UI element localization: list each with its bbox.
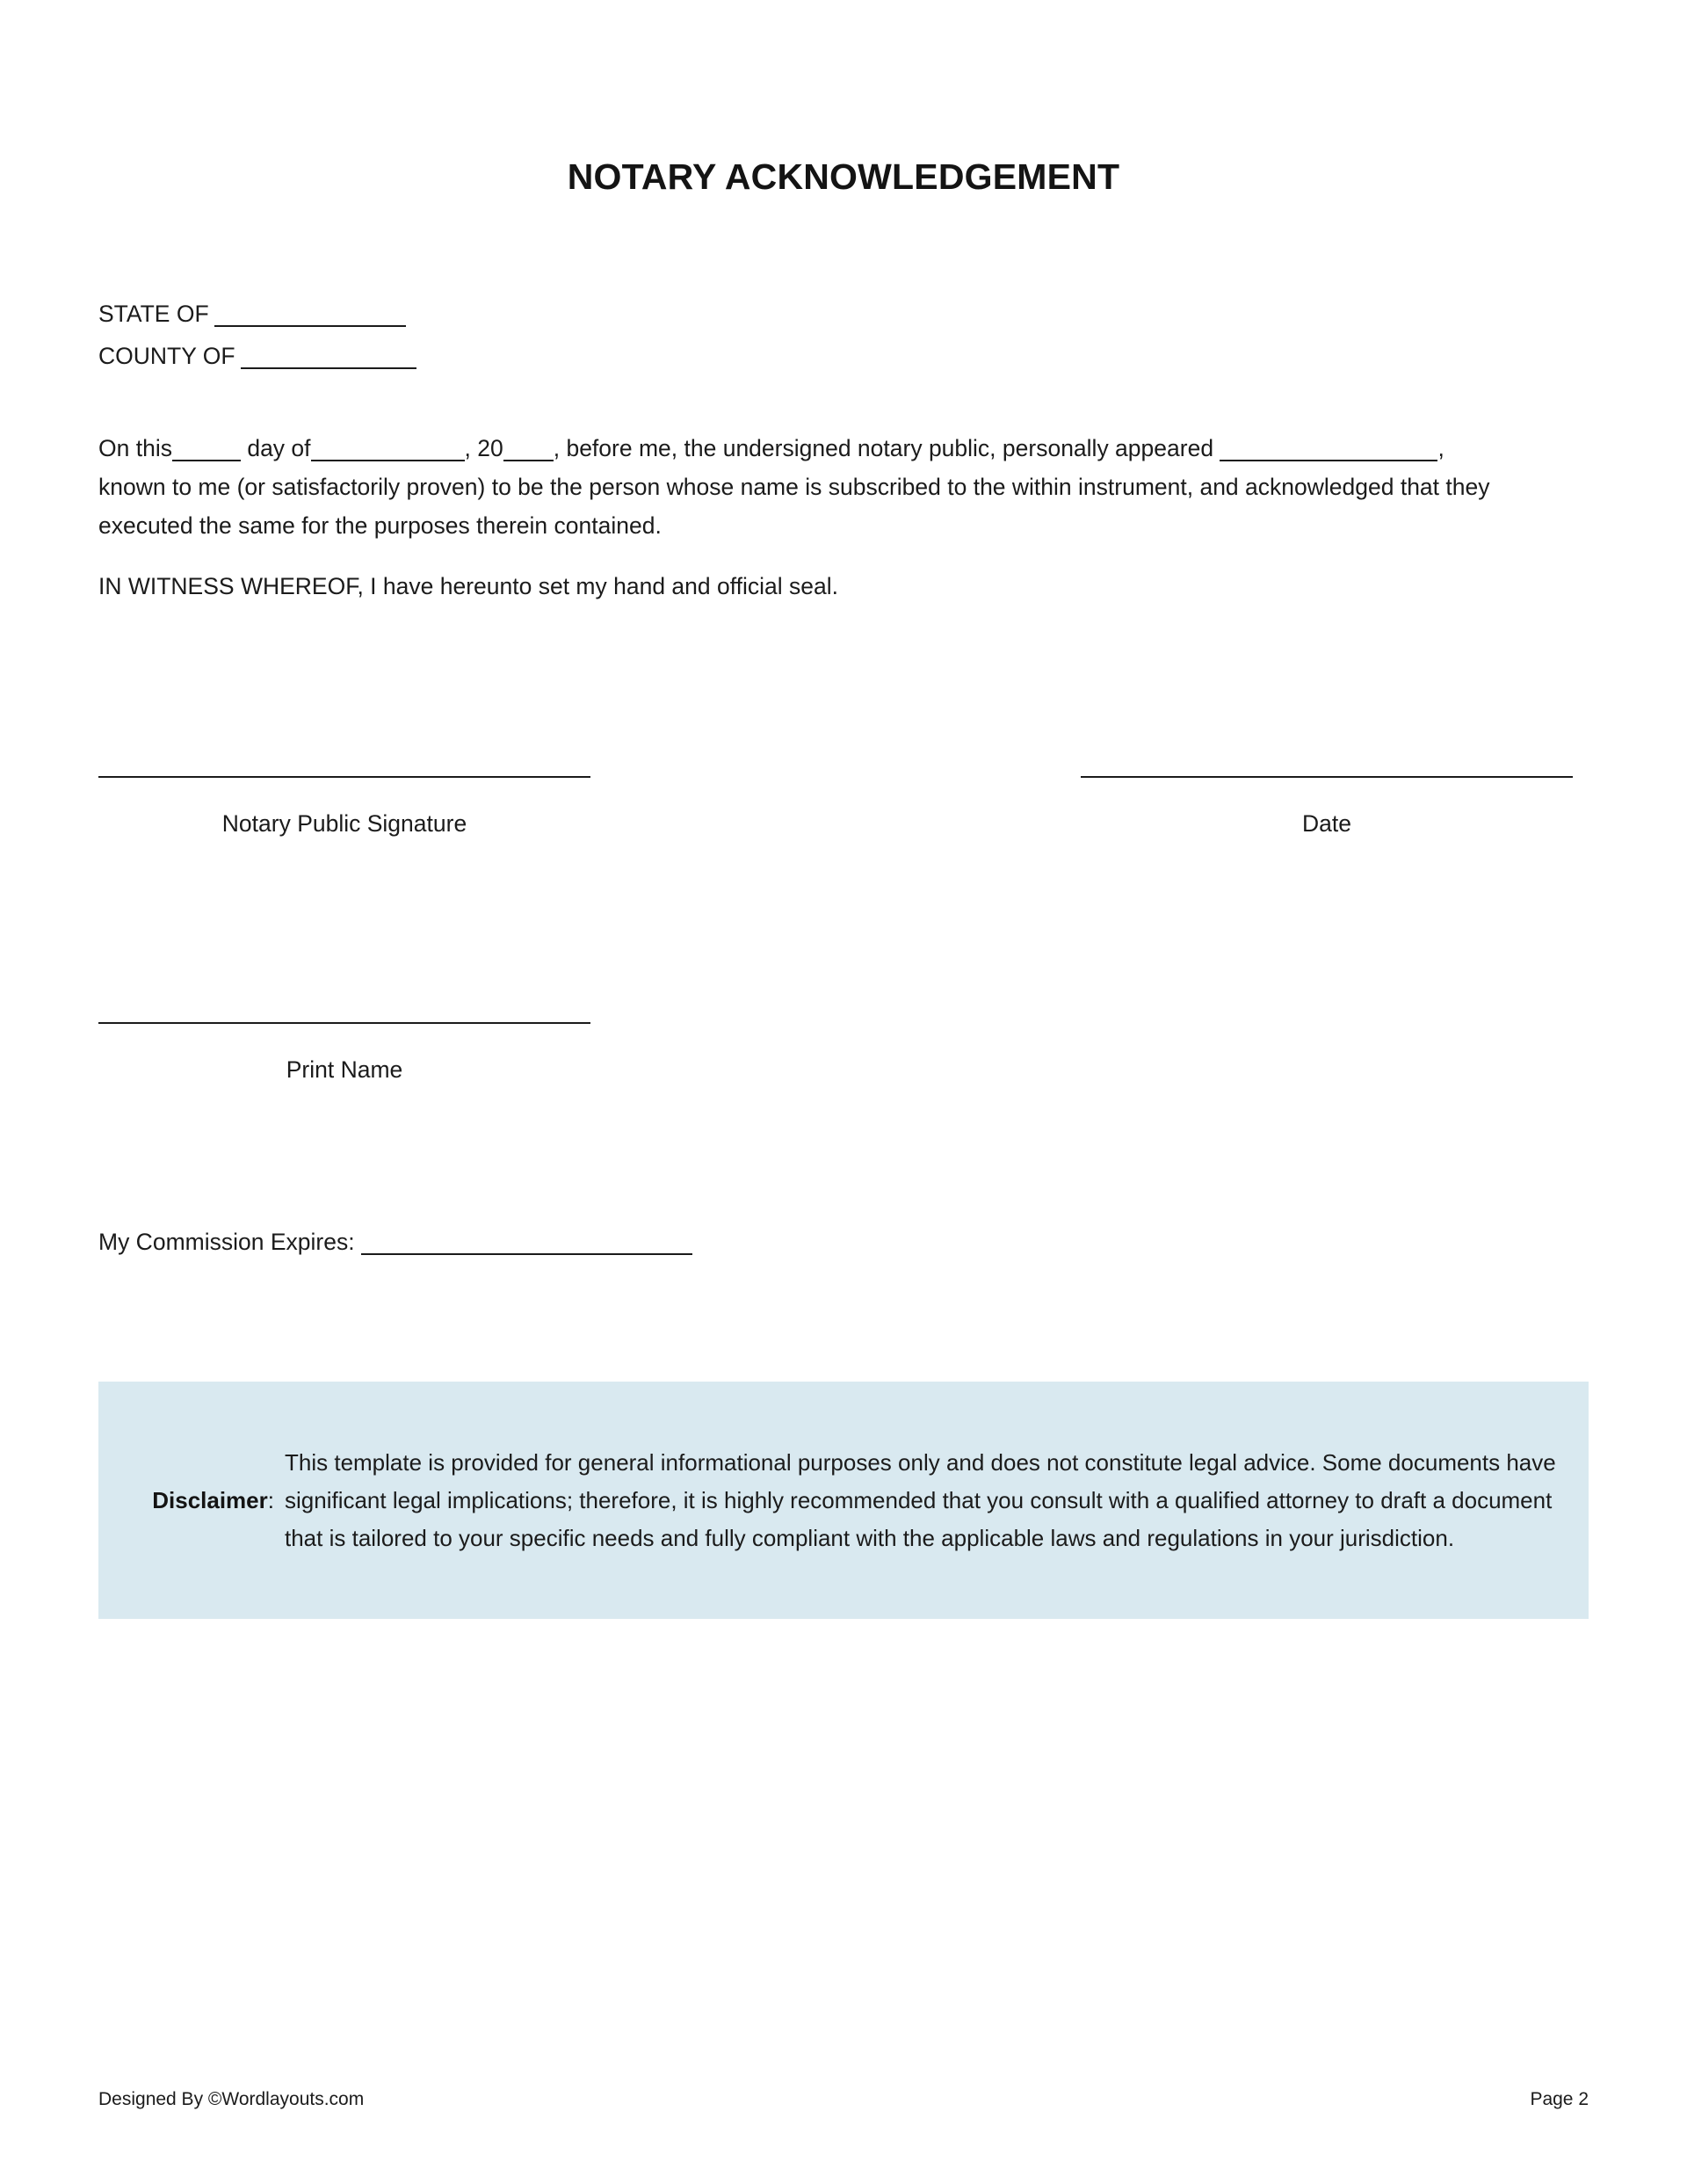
print-name-label: Print Name <box>286 1056 403 1083</box>
notary-signature-label: Notary Public Signature <box>221 810 467 837</box>
county-of-blank[interactable] <box>241 367 416 369</box>
month-blank[interactable] <box>311 460 465 461</box>
notary-signature-line[interactable] <box>98 776 590 778</box>
day-of-text: day of <box>247 435 311 461</box>
year-blank[interactable] <box>503 460 554 461</box>
witness-paragraph: IN WITNESS WHEREOF, I have hereunto set my hand and official seal. <box>98 573 838 599</box>
state-of-label: STATE OF <box>98 301 209 327</box>
venue-block <box>98 301 977 386</box>
commission-expires-label: My Commission Expires: <box>98 1229 355 1255</box>
disclaimer-label-colon: : <box>267 1486 274 1513</box>
acknowledgement-paragraph <box>98 429 1504 545</box>
footer-credit: Designed By ©Wordlayouts.com <box>98 2089 365 2109</box>
commission-expires-blank[interactable] <box>361 1253 692 1255</box>
page-title: NOTARY ACKNOWLEDGEMENT <box>567 156 1120 197</box>
disclaimer-text: This template is provided for general informational purposes only and does not constitute legal advice. Some documents have significant legal implications; therefore, it is highly recommended that you consult with a qualified attorney to draft a document that is tailored to your specific needs and fully compliant with the applicable laws and regulations in your jurisdiction. <box>285 1448 1556 1551</box>
commission-expires-row <box>98 1229 692 1256</box>
disclaimer-label-text: Disclaimer <box>152 1486 268 1513</box>
disclaimer-label <box>98 1487 285 1514</box>
county-of-label: COUNTY OF <box>98 343 235 370</box>
known-to-me-text: , known to me (or satisfactorily proven) to be the person whose name is subscribed to the within instrument, and acknowledged that they executed the same for the purposes therein contained. <box>98 435 1490 539</box>
day-blank[interactable] <box>172 460 241 461</box>
person-name-blank[interactable] <box>1220 460 1437 461</box>
state-of-line <box>98 301 977 328</box>
date-line[interactable] <box>1081 776 1573 778</box>
print-name-line[interactable] <box>98 1022 590 1024</box>
date-label: Date <box>1302 810 1351 837</box>
county-of-line <box>98 343 977 370</box>
state-of-blank[interactable] <box>214 325 406 327</box>
footer-page-number: Page 2 <box>1530 2089 1589 2109</box>
on-this-text: On this <box>98 435 172 461</box>
year-prefix-text: , 20 <box>464 435 503 461</box>
disclaimer-box <box>98 1382 1589 1619</box>
before-me-text: , before me, the undersigned notary public, personally appeared <box>553 435 1214 461</box>
